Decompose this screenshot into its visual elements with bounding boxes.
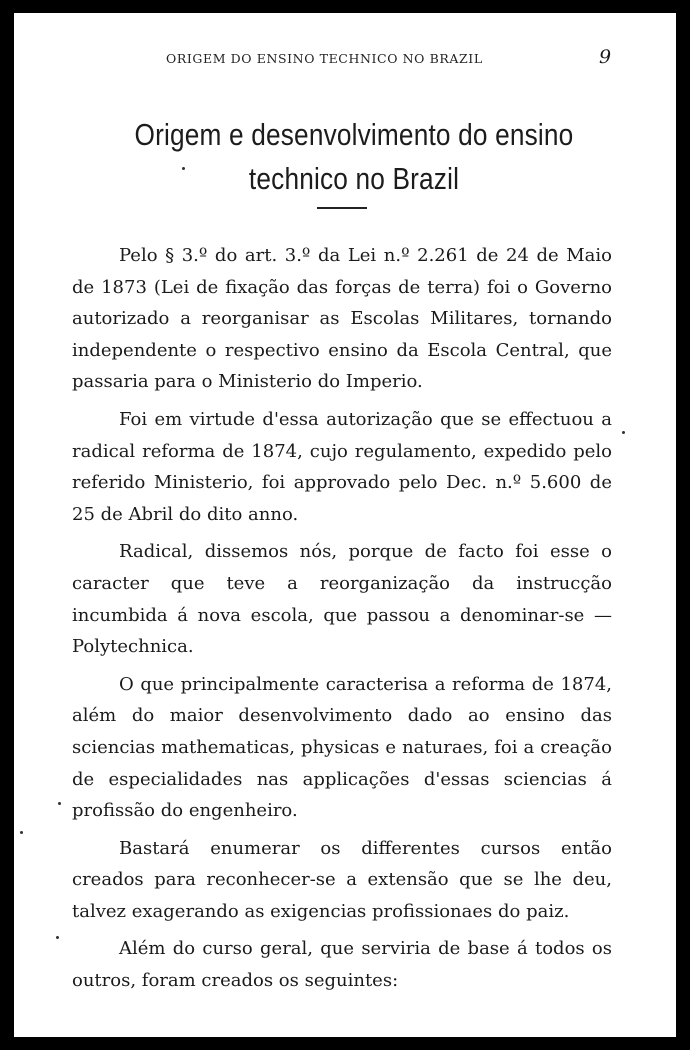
chapter-title-line-2: technico no Brazil: [248, 162, 460, 197]
scan-speck: [58, 802, 61, 805]
paragraph-3: Radical, dissemos nós, porque de facto foi esse o caracter que teve a reorganização da instrucção incumbida á nova escola, que passou a denominar-se —Polytechnica.: [72, 541, 612, 658]
chapter-title-line-1: Origem e desenvolvimento do ensino: [134, 118, 574, 153]
chapter-title: [96, 113, 612, 201]
book-page: [14, 13, 676, 1037]
scan-speck: [622, 431, 625, 434]
title-divider-rule: [317, 207, 367, 209]
running-title: ORIGEM DO ENSINO TECHNICO NO BRAZIL: [166, 51, 483, 66]
scan-speck: [56, 936, 59, 939]
paragraph-6: Além do curso geral, que serviria de base á todos os outros, foram creados os seguintes:: [72, 938, 612, 992]
paragraph-4: O que principalmente caracterisa a reforma de 1874, além do maior desenvolvimento dado ao ensino das sciencias mathematicas, physicas e naturaes, foi a creação de especialidades nas applicações d'essas sciencias á profissão do engenheiro.: [72, 673, 612, 822]
scan-speck: [20, 831, 23, 834]
page-number: 9: [599, 46, 612, 68]
paragraph-1: Pelo § 3.º do art. 3.º da Lei n.º 2.261 de 24 de Maio de 1873 (Lei de fixação das forças de terra) foi o Governo autorizado a reorganisar as Escolas Militares, tornando independente o respectivo ensino da Escola Central, que passaria para o Ministerio do Imperio.: [72, 245, 612, 393]
scan-speck: [182, 167, 185, 170]
body-text: [72, 240, 612, 1003]
paragraph-5: Bastará enumerar os differentes cursos então creados para reconhecer-se a extensão que se lhe deu, talvez exagerando as exigencias profissionaes do paiz.: [72, 837, 612, 922]
paragraph-2: Foi em virtude d'essa autorização que se effectuou a radical reforma de 1874, cujo regulamento, expedido pelo referido Ministerio, foi approvado pelo Dec. n.º 5.600 de 25 de Abril do dito anno.: [72, 408, 612, 525]
